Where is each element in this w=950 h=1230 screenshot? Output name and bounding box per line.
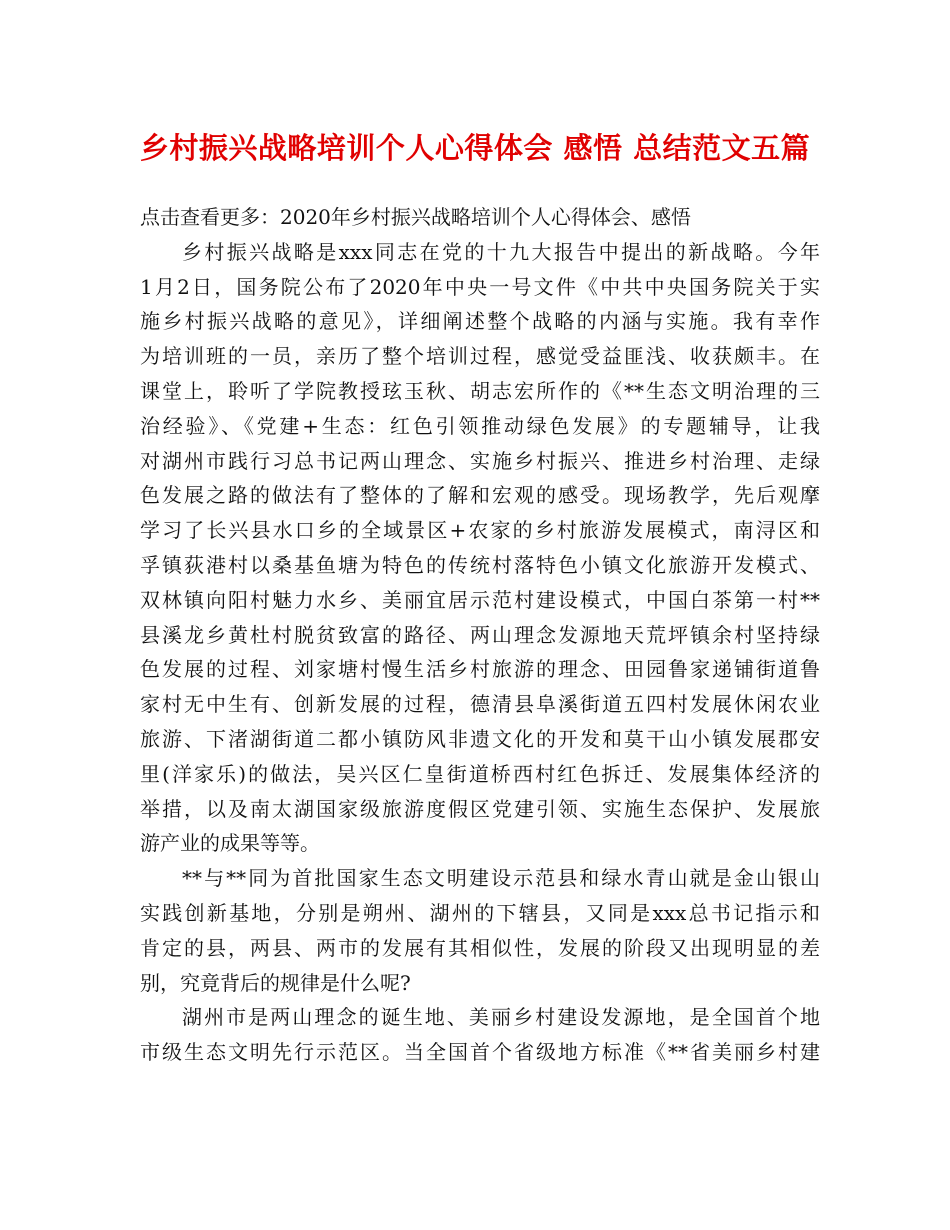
paragraph-line: 双林镇向阳村魅力水乡、美丽宜居示范村建设模式，中国白茶第一村**	[140, 587, 820, 612]
more-link-line[interactable]: 点击查看更多：2020年乡村振兴战略培训个人心得体会、感悟	[140, 205, 691, 229]
paragraph-line: 举措，以及南太湖国家级旅游度假区党建引领、实施生态保护、发展旅	[140, 796, 820, 821]
paragraph-line: 色发展的过程、刘家塘村慢生活乡村旅游的理念、田园鲁家递铺街道鲁	[140, 657, 820, 682]
paragraph-line: 游产业的成果等等。	[140, 831, 320, 856]
paragraph-line: **与**同为首批国家生态文明建设示范县和绿水青山就是金山银山	[182, 866, 820, 891]
paragraph-line: 县溪龙乡黄杜村脱贫致富的路径、两山理念发源地天荒坪镇余村坚持绿	[140, 622, 820, 647]
paragraph-line: 治经验》、《党建+生态：红色引领推动绿色发展》的专题辅导，让我	[140, 413, 820, 438]
paragraph-2	[140, 861, 820, 1000]
paragraph-line: 课堂上，聆听了学院教授玹玉秋、胡志宏所作的《**生态文明治理的三	[140, 378, 820, 403]
paragraph-line: 色发展之路的做法有了整体的了解和宏观的感受。现场教学，先后观摩	[140, 483, 820, 508]
document-title: 乡村振兴战略培训个人心得体会 感悟 总结范文五篇	[139, 131, 811, 165]
paragraph-line: 肯定的县，两县、两市的发展有其相似性，发展的阶段又出现明显的差	[140, 935, 820, 960]
paragraph-line: 孚镇荻港村以桑基鱼塘为特色的传统村落特色小镇文化旅游开发模式、	[140, 552, 820, 577]
paragraph-line: 家村无中生有、创新发展的过程，德清县阜溪街道五四村发展休闲农业	[140, 692, 820, 717]
paragraph-3	[140, 1000, 820, 1070]
paragraph-line: 乡村振兴战略是xxx同志在党的十九大报告中提出的新战略。今年	[182, 239, 820, 264]
paragraph-line: 里(洋家乐)的做法，吴兴区仁皇街道桥西村红色拆迁、发展集体经济的	[140, 761, 820, 786]
paragraph-1	[140, 235, 820, 861]
paragraph-line: 学习了长兴县水口乡的全域景区+农家的乡村旅游发展模式，南浔区和	[140, 518, 820, 543]
paragraph-line: 湖州市是两山理念的诞生地、美丽乡村建设发源地，是全国首个地	[182, 1005, 820, 1030]
paragraph-line: 1月2日，国务院公布了2020年中央一号文件《中共中央国务院关于实	[140, 274, 820, 299]
paragraph-line: 实践创新基地，分别是朔州、湖州的下辖县，又同是xxx总书记指示和	[140, 900, 820, 925]
paragraph-line: 为培训班的一员，亲历了整个培训过程，感觉受益匪浅、收获颇丰。在	[140, 344, 820, 369]
paragraph-line: 别，究竟背后的规律是什么呢?	[140, 970, 411, 995]
paragraph-line: 对湖州市践行习总书记两山理念、实施乡村振兴、推进乡村治理、走绿	[140, 448, 820, 473]
paragraph-line: 旅游、下渚湖街道二都小镇防风非遗文化的开发和莫干山小镇发展郡安	[140, 726, 820, 751]
paragraph-line: 市级生态文明先行示范区。当全国首个省级地方标准《**省美丽乡村建	[140, 1040, 820, 1065]
paragraph-line: 施乡村振兴战略的意见》，详细阐述整个战略的内涵与实施。我有幸作	[140, 309, 820, 334]
document-body	[140, 200, 820, 1070]
